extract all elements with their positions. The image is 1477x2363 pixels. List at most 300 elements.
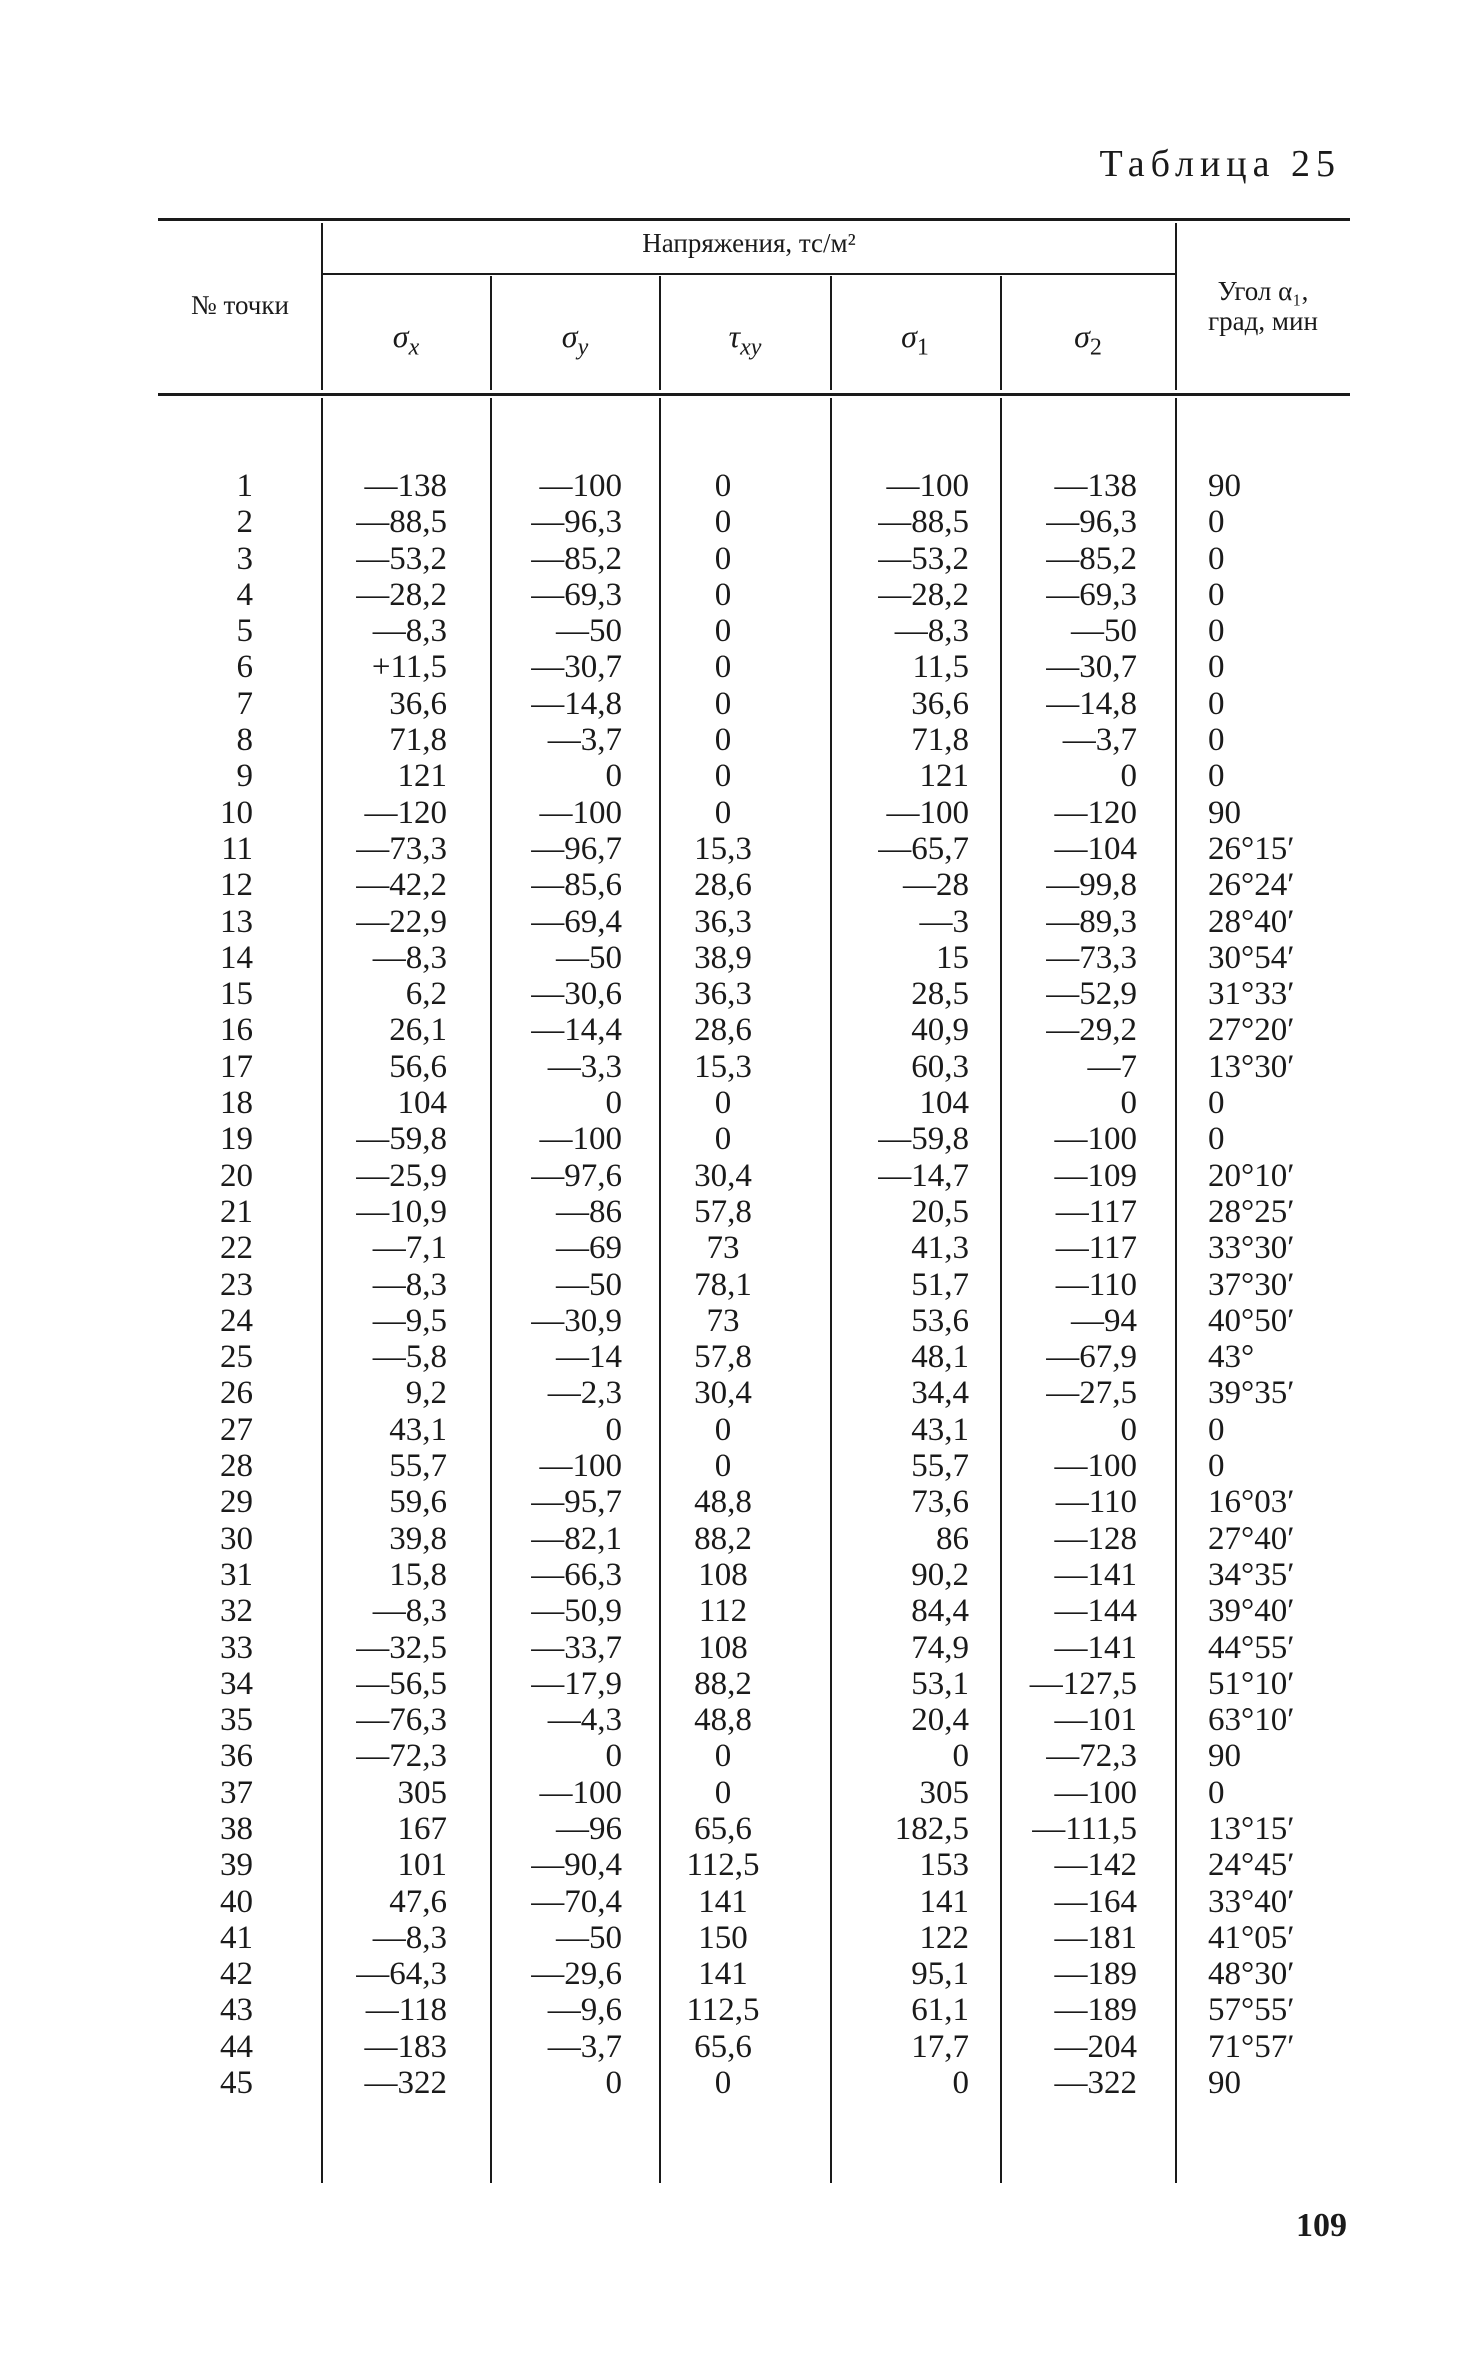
sigma-x-value: 6,2 xyxy=(405,976,447,1013)
sigma-y-value: —4,3 xyxy=(547,1702,622,1739)
tau-xy-value: 0 xyxy=(714,794,732,831)
tau-xy-value: 0 xyxy=(714,1085,732,1122)
angle-value: 26°24′ xyxy=(1208,867,1295,904)
sigma-x-value: —72,3 xyxy=(356,1738,447,1775)
tau-xy-value: 73 xyxy=(706,1302,740,1339)
angle-value: 57°55′ xyxy=(1208,1992,1295,2029)
sigma-x-value: —5,8 xyxy=(372,1339,447,1376)
sigma-1-value: —59,8 xyxy=(878,1121,969,1158)
sigma-y-value: —90,4 xyxy=(531,1847,622,1884)
angle-value: 31°33′ xyxy=(1208,976,1295,1013)
sigma-2-value: —100 xyxy=(1054,1121,1137,1158)
sigma-y-value: —14,4 xyxy=(531,1012,622,1049)
table-row xyxy=(0,504,1477,540)
sigma-x-value: 305 xyxy=(397,1774,447,1811)
table-row xyxy=(0,1267,1477,1303)
angle-value: 33°30′ xyxy=(1208,1230,1295,1267)
table-row xyxy=(0,2065,1477,2101)
table-row xyxy=(0,468,1477,504)
angle-value: 0 xyxy=(1208,649,1225,686)
page-number: 109 xyxy=(1296,2207,1347,2244)
sigma-x-value: 121 xyxy=(397,758,447,795)
table-row xyxy=(0,613,1477,649)
point-number: 5 xyxy=(236,613,253,650)
tau-xy-value: 15,3 xyxy=(694,830,752,867)
point-number: 28 xyxy=(220,1448,253,1485)
sigma-2-value: —142 xyxy=(1054,1847,1137,1884)
sigma-1-value: —65,7 xyxy=(878,830,969,867)
tau-xy-value: 30,4 xyxy=(694,1375,752,1412)
sigma-2-value: —85,2 xyxy=(1046,540,1137,577)
sigma-1-value: 51,7 xyxy=(911,1266,969,1303)
sigma-x-subscript: x xyxy=(408,334,420,361)
sigma-y-value: —69 xyxy=(556,1230,622,1267)
sigma-1-value: 121 xyxy=(919,758,969,795)
angle-value: 13°30′ xyxy=(1208,1048,1295,1085)
sigma-2-value: —322 xyxy=(1054,2065,1137,2102)
table-row xyxy=(0,1412,1477,1448)
point-number: 2 xyxy=(236,504,253,541)
angle-value: 0 xyxy=(1208,1121,1225,1158)
table-row xyxy=(0,1521,1477,1557)
table-row xyxy=(0,722,1477,758)
table-caption: Таблица 25 xyxy=(1099,143,1341,185)
table-row xyxy=(0,649,1477,685)
sigma-2-value: —204 xyxy=(1054,2028,1137,2065)
sigma-2-value: —117 xyxy=(1055,1193,1137,1230)
sigma-1-symbol: σ xyxy=(901,318,917,354)
sigma-x-value: —8,3 xyxy=(372,939,447,976)
sigma-y-value: —96,7 xyxy=(531,830,622,867)
tau-xy-header xyxy=(715,318,775,361)
sigma-1-value: —88,5 xyxy=(878,504,969,541)
angle-value: 0 xyxy=(1208,576,1225,613)
sigma-1-value: 122 xyxy=(919,1919,969,1956)
sigma-1-value: 182,5 xyxy=(894,1810,969,1847)
point-number: 39 xyxy=(220,1847,253,1884)
sigma-x-value: —73,3 xyxy=(356,830,447,867)
sigma-y-value: —100 xyxy=(539,468,622,504)
point-number: 30 xyxy=(220,1520,253,1557)
sigma-2-value: —69,3 xyxy=(1046,576,1137,613)
sigma-x-value: —7,1 xyxy=(372,1230,447,1267)
sigma-y-value: —14 xyxy=(556,1339,622,1376)
sigma-1-value: —3 xyxy=(919,903,969,940)
sigma-y-value: —100 xyxy=(539,1774,622,1811)
point-number: 36 xyxy=(220,1738,253,1775)
sigma-y-value: —33,7 xyxy=(531,1629,622,1666)
angle-value: 0 xyxy=(1208,722,1225,759)
table-row xyxy=(0,1303,1477,1339)
point-number: 24 xyxy=(220,1302,253,1339)
point-number: 10 xyxy=(220,794,253,831)
point-number: 37 xyxy=(220,1774,253,1811)
table-body xyxy=(0,468,1477,2101)
point-number: 32 xyxy=(220,1593,253,1630)
sigma-1-value: 60,3 xyxy=(911,1048,969,1085)
angle-value: 28°25′ xyxy=(1208,1193,1295,1230)
table-row xyxy=(0,1702,1477,1738)
sigma-x-value: 101 xyxy=(397,1847,447,1884)
table-row xyxy=(0,577,1477,613)
point-number: 38 xyxy=(220,1810,253,1847)
table-row xyxy=(0,940,1477,976)
sigma-2-value: —52,9 xyxy=(1046,976,1137,1013)
table-row xyxy=(0,1992,1477,2028)
table-row xyxy=(0,867,1477,903)
sigma-2-value: —109 xyxy=(1054,1157,1137,1194)
sigma-y-value: —100 xyxy=(539,1448,622,1485)
point-number: 22 xyxy=(220,1230,253,1267)
angle-value: 0 xyxy=(1208,758,1225,795)
sigma-1-value: 17,7 xyxy=(911,2028,969,2065)
tau-xy-value: 57,8 xyxy=(694,1193,752,1230)
sigma-2-value: 0 xyxy=(1120,1411,1137,1448)
sigma-2-value: —73,3 xyxy=(1046,939,1137,976)
sigma-y-value: —70,4 xyxy=(531,1883,622,1920)
sigma-x-value: —56,5 xyxy=(356,1665,447,1702)
sigma-2-value: —96,3 xyxy=(1046,504,1137,541)
table-row xyxy=(0,758,1477,794)
sigma-x-value: —118 xyxy=(365,1992,447,2029)
sigma-2-value: —141 xyxy=(1054,1629,1137,1666)
table-row xyxy=(0,1811,1477,1847)
point-number: 33 xyxy=(220,1629,253,1666)
angle-value: 0 xyxy=(1208,1448,1225,1485)
sigma-1-value: 74,9 xyxy=(911,1629,969,1666)
sigma-2-value: —120 xyxy=(1054,794,1137,831)
tau-xy-value: 0 xyxy=(714,2065,732,2102)
table-row xyxy=(0,1484,1477,1520)
sigma-x-value: 9,2 xyxy=(405,1375,447,1412)
sigma-1-value: 43,1 xyxy=(911,1411,969,1448)
tau-xy-symbol: τ xyxy=(728,318,741,354)
point-number: 8 xyxy=(236,722,253,759)
sigma-1-value: 53,1 xyxy=(911,1665,969,1702)
sigma-x-value: —8,3 xyxy=(372,613,447,650)
sigma-1-value: 86 xyxy=(936,1520,969,1557)
table-row xyxy=(0,1630,1477,1666)
sigma-y-value: —100 xyxy=(539,794,622,831)
angle-value: 0 xyxy=(1208,504,1225,541)
tau-xy-value: 150 xyxy=(698,1919,748,1956)
angle-value: 0 xyxy=(1208,613,1225,650)
table-row xyxy=(0,795,1477,831)
point-number: 26 xyxy=(220,1375,253,1412)
tau-xy-value: 0 xyxy=(714,1448,732,1485)
table-row xyxy=(0,976,1477,1012)
sigma-x-value: —8,3 xyxy=(372,1266,447,1303)
table-row xyxy=(0,1049,1477,1085)
sigma-y-value: —50 xyxy=(556,613,622,650)
point-number: 11 xyxy=(221,830,253,867)
angle-value: 24°45′ xyxy=(1208,1847,1295,1884)
point-number: 34 xyxy=(220,1665,253,1702)
sigma-1-value: —28 xyxy=(903,867,969,904)
angle-value: 30°54′ xyxy=(1208,939,1295,976)
tau-xy-value: 0 xyxy=(714,468,732,504)
sigma-2-value: —117 xyxy=(1055,1230,1137,1267)
sigma-2-value: —189 xyxy=(1054,1956,1137,1993)
sigma-2-value: —111,5 xyxy=(1032,1810,1137,1847)
sigma-2-value: —99,8 xyxy=(1046,867,1137,904)
sigma-1-value: 0 xyxy=(952,2065,969,2102)
table-row xyxy=(0,1158,1477,1194)
sigma-y-value: —30,9 xyxy=(531,1302,622,1339)
angle-value: 28°40′ xyxy=(1208,903,1295,940)
sigma-y-value: 0 xyxy=(605,1738,622,1775)
point-number: 31 xyxy=(220,1556,253,1593)
sigma-x-header xyxy=(376,318,436,361)
angle-value: 37°30′ xyxy=(1208,1266,1295,1303)
angle-value: 90 xyxy=(1208,794,1241,831)
sigma-x-symbol: σ xyxy=(392,318,409,354)
sigma-y-value: —2,3 xyxy=(547,1375,622,1412)
column-separator xyxy=(659,276,661,390)
header-divider xyxy=(323,273,1177,275)
table-row xyxy=(0,1012,1477,1048)
sigma-1-value: 41,3 xyxy=(911,1230,969,1267)
angle-header xyxy=(1178,276,1348,336)
tau-xy-value: 88,2 xyxy=(694,1520,752,1557)
point-number: 9 xyxy=(236,758,253,795)
sigma-2-value: —110 xyxy=(1055,1484,1137,1521)
sigma-1-value: 305 xyxy=(919,1774,969,1811)
sigma-y-value: —66,3 xyxy=(531,1556,622,1593)
sigma-x-value: —10,9 xyxy=(356,1193,447,1230)
sigma-2-value: —181 xyxy=(1054,1919,1137,1956)
sigma-x-value: —64,3 xyxy=(356,1956,447,1993)
sigma-y-value: —50 xyxy=(556,1266,622,1303)
angle-value: 39°40′ xyxy=(1208,1593,1295,1630)
point-number: 29 xyxy=(220,1484,253,1521)
sigma-1-value: 48,1 xyxy=(911,1339,969,1376)
tau-xy-value: 48,8 xyxy=(694,1702,752,1739)
sigma-1-value: —14,7 xyxy=(878,1157,969,1194)
sigma-y-value: —86 xyxy=(556,1193,622,1230)
column-separator xyxy=(1000,276,1002,390)
tau-xy-value: 0 xyxy=(714,1411,732,1448)
sigma-x-value: —76,3 xyxy=(356,1702,447,1739)
sigma-1-value: 73,6 xyxy=(911,1484,969,1521)
sigma-1-value: 40,9 xyxy=(911,1012,969,1049)
sigma-x-value: —22,9 xyxy=(356,903,447,940)
sigma-2-symbol: σ xyxy=(1074,318,1090,354)
angle-value: 0 xyxy=(1208,1411,1225,1448)
sigma-1-value: 61,1 xyxy=(911,1992,969,2029)
sigma-y-value: 0 xyxy=(605,1085,622,1122)
sigma-2-value: —94 xyxy=(1071,1302,1137,1339)
tau-xy-value: 0 xyxy=(714,1738,732,1775)
angle-value: 40°50′ xyxy=(1208,1302,1295,1339)
tau-xy-value: 141 xyxy=(698,1883,748,1920)
sigma-1-value: 0 xyxy=(952,1738,969,1775)
table-row xyxy=(0,831,1477,867)
angle-value: 33°40′ xyxy=(1208,1883,1295,1920)
sigma-y-value: —100 xyxy=(539,1121,622,1158)
sigma-2-value: 0 xyxy=(1120,1085,1137,1122)
sigma-y-value: —85,2 xyxy=(531,540,622,577)
sigma-1-value: 55,7 xyxy=(911,1448,969,1485)
table-row xyxy=(0,1775,1477,1811)
point-number: 40 xyxy=(220,1883,253,1920)
tau-xy-value: 73 xyxy=(706,1230,740,1267)
point-number: 43 xyxy=(220,1992,253,2029)
point-number: 14 xyxy=(220,939,253,976)
sigma-1-value: 84,4 xyxy=(911,1593,969,1630)
stresses-header: Напряжения, тс/м² xyxy=(642,228,856,258)
sigma-y-value: —50 xyxy=(556,1919,622,1956)
angle-header-line1: Угол α₁, xyxy=(1217,276,1309,306)
top-rule xyxy=(158,218,1350,221)
sigma-y-value: —9,6 xyxy=(547,1992,622,2029)
sigma-2-value: —27,5 xyxy=(1046,1375,1137,1412)
sigma-2-value: —29,2 xyxy=(1046,1012,1137,1049)
tau-xy-value: 0 xyxy=(714,649,732,686)
point-number: 44 xyxy=(220,2028,253,2065)
angle-value: 0 xyxy=(1208,540,1225,577)
point-number: 17 xyxy=(220,1048,253,1085)
angle-value: 48°30′ xyxy=(1208,1956,1295,1993)
tau-xy-value: 65,6 xyxy=(694,1810,752,1847)
tau-xy-value: 112,5 xyxy=(686,1992,760,2029)
tau-xy-value: 112 xyxy=(698,1593,748,1630)
angle-value: 0 xyxy=(1208,1774,1225,1811)
tau-xy-subscript: xy xyxy=(740,334,762,361)
table-row xyxy=(0,686,1477,722)
sigma-1-value: 11,5 xyxy=(912,649,969,686)
table-row xyxy=(0,1557,1477,1593)
tau-xy-value: 36,3 xyxy=(694,903,752,940)
sigma-1-value: 36,6 xyxy=(911,685,969,722)
table-row xyxy=(0,1230,1477,1266)
tau-xy-value: 36,3 xyxy=(694,976,752,1013)
sigma-x-value: —138 xyxy=(364,468,447,504)
sigma-1-value: 95,1 xyxy=(911,1956,969,1993)
sigma-1-value: 90,2 xyxy=(911,1556,969,1593)
sigma-y-value: —97,6 xyxy=(531,1157,622,1194)
sigma-y-value: —14,8 xyxy=(531,685,622,722)
table-row xyxy=(0,1194,1477,1230)
table-row xyxy=(0,1375,1477,1411)
sigma-y-value: —17,9 xyxy=(531,1665,622,1702)
sigma-x-value: 59,6 xyxy=(389,1484,447,1521)
sigma-x-value: 43,1 xyxy=(389,1411,447,1448)
sigma-y-value: —95,7 xyxy=(531,1484,622,1521)
point-number: 27 xyxy=(220,1411,253,1448)
sigma-1-value: 34,4 xyxy=(911,1375,969,1412)
sigma-x-value: —32,5 xyxy=(356,1629,447,1666)
table-row xyxy=(0,1738,1477,1774)
sigma-2-value: —30,7 xyxy=(1046,649,1137,686)
sigma-x-value: —322 xyxy=(364,2065,447,2102)
sigma-x-value: +11,5 xyxy=(371,649,447,686)
sigma-2-value: —127,5 xyxy=(1029,1665,1137,1702)
sigma-2-value: —3,7 xyxy=(1062,722,1137,759)
tau-xy-value: 0 xyxy=(714,1121,732,1158)
sigma-2-value: —72,3 xyxy=(1046,1738,1137,1775)
sigma-2-value: —144 xyxy=(1054,1593,1137,1630)
point-number: 41 xyxy=(220,1919,253,1956)
header-bottom-rule xyxy=(158,393,1350,396)
table-row xyxy=(0,904,1477,940)
sigma-1-value: 153 xyxy=(919,1847,969,1884)
sigma-2-value: —138 xyxy=(1054,468,1137,504)
sigma-2-value: —100 xyxy=(1054,1448,1137,1485)
tau-xy-value: 30,4 xyxy=(694,1157,752,1194)
sigma-x-value: —9,5 xyxy=(372,1302,447,1339)
tau-xy-value: 0 xyxy=(714,540,732,577)
tau-xy-value: 0 xyxy=(714,685,732,722)
sigma-x-value: 47,6 xyxy=(389,1883,447,1920)
sigma-1-value: 15 xyxy=(936,939,969,976)
angle-value: 27°20′ xyxy=(1208,1012,1295,1049)
sigma-1-value: —100 xyxy=(886,794,969,831)
point-number: 3 xyxy=(236,540,253,577)
sigma-2-header xyxy=(1058,318,1118,361)
table-row xyxy=(0,541,1477,577)
point-number: 45 xyxy=(220,2065,253,2102)
point-number: 25 xyxy=(220,1339,253,1376)
tau-xy-value: 0 xyxy=(714,613,732,650)
tau-xy-value: 0 xyxy=(714,758,732,795)
angle-value: 90 xyxy=(1208,2065,1241,2102)
tau-xy-value: 65,6 xyxy=(694,2028,752,2065)
angle-value: 90 xyxy=(1208,468,1241,504)
angle-value: 27°40′ xyxy=(1208,1520,1295,1557)
sigma-2-value: —164 xyxy=(1054,1883,1137,1920)
sigma-x-value: —25,9 xyxy=(356,1157,447,1194)
sigma-x-value: 15,8 xyxy=(389,1556,447,1593)
sigma-y-value: —82,1 xyxy=(531,1520,622,1557)
angle-value: 34°35′ xyxy=(1208,1556,1295,1593)
tau-xy-value: 0 xyxy=(714,576,732,613)
table-row xyxy=(0,1121,1477,1157)
tau-xy-value: 78,1 xyxy=(694,1266,752,1303)
sigma-2-value: —50 xyxy=(1071,613,1137,650)
sigma-2-value: —101 xyxy=(1054,1702,1137,1739)
sigma-2-value: —104 xyxy=(1054,830,1137,867)
point-number: 42 xyxy=(220,1956,253,1993)
point-number: 7 xyxy=(236,685,253,722)
sigma-1-value: —100 xyxy=(886,468,969,504)
table-row xyxy=(0,2029,1477,2065)
sigma-y-value: —85,6 xyxy=(531,867,622,904)
sigma-y-value: —29,6 xyxy=(531,1956,622,1993)
sigma-1-value: 104 xyxy=(919,1085,969,1122)
angle-value: 51°10′ xyxy=(1208,1665,1295,1702)
sigma-y-value: 0 xyxy=(605,1411,622,1448)
sigma-y-value: —30,7 xyxy=(531,649,622,686)
sigma-2-value: —141 xyxy=(1054,1556,1137,1593)
angle-header-line2: град, мин xyxy=(1208,306,1318,336)
sigma-1-value: 71,8 xyxy=(911,722,969,759)
point-number: 12 xyxy=(220,867,253,904)
sigma-x-value: —120 xyxy=(364,794,447,831)
tau-xy-value: 0 xyxy=(714,504,732,541)
sigma-y-value: —69,3 xyxy=(531,576,622,613)
angle-value: 0 xyxy=(1208,1085,1225,1122)
point-number: 35 xyxy=(220,1702,253,1739)
tau-xy-value: 0 xyxy=(714,722,732,759)
table-row xyxy=(0,1920,1477,1956)
sigma-2-value: —100 xyxy=(1054,1774,1137,1811)
sigma-x-value: 71,8 xyxy=(389,722,447,759)
angle-value: 0 xyxy=(1208,685,1225,722)
sigma-y-value: —30,6 xyxy=(531,976,622,1013)
point-number: 19 xyxy=(220,1121,253,1158)
tau-xy-value: 0 xyxy=(714,1774,732,1811)
